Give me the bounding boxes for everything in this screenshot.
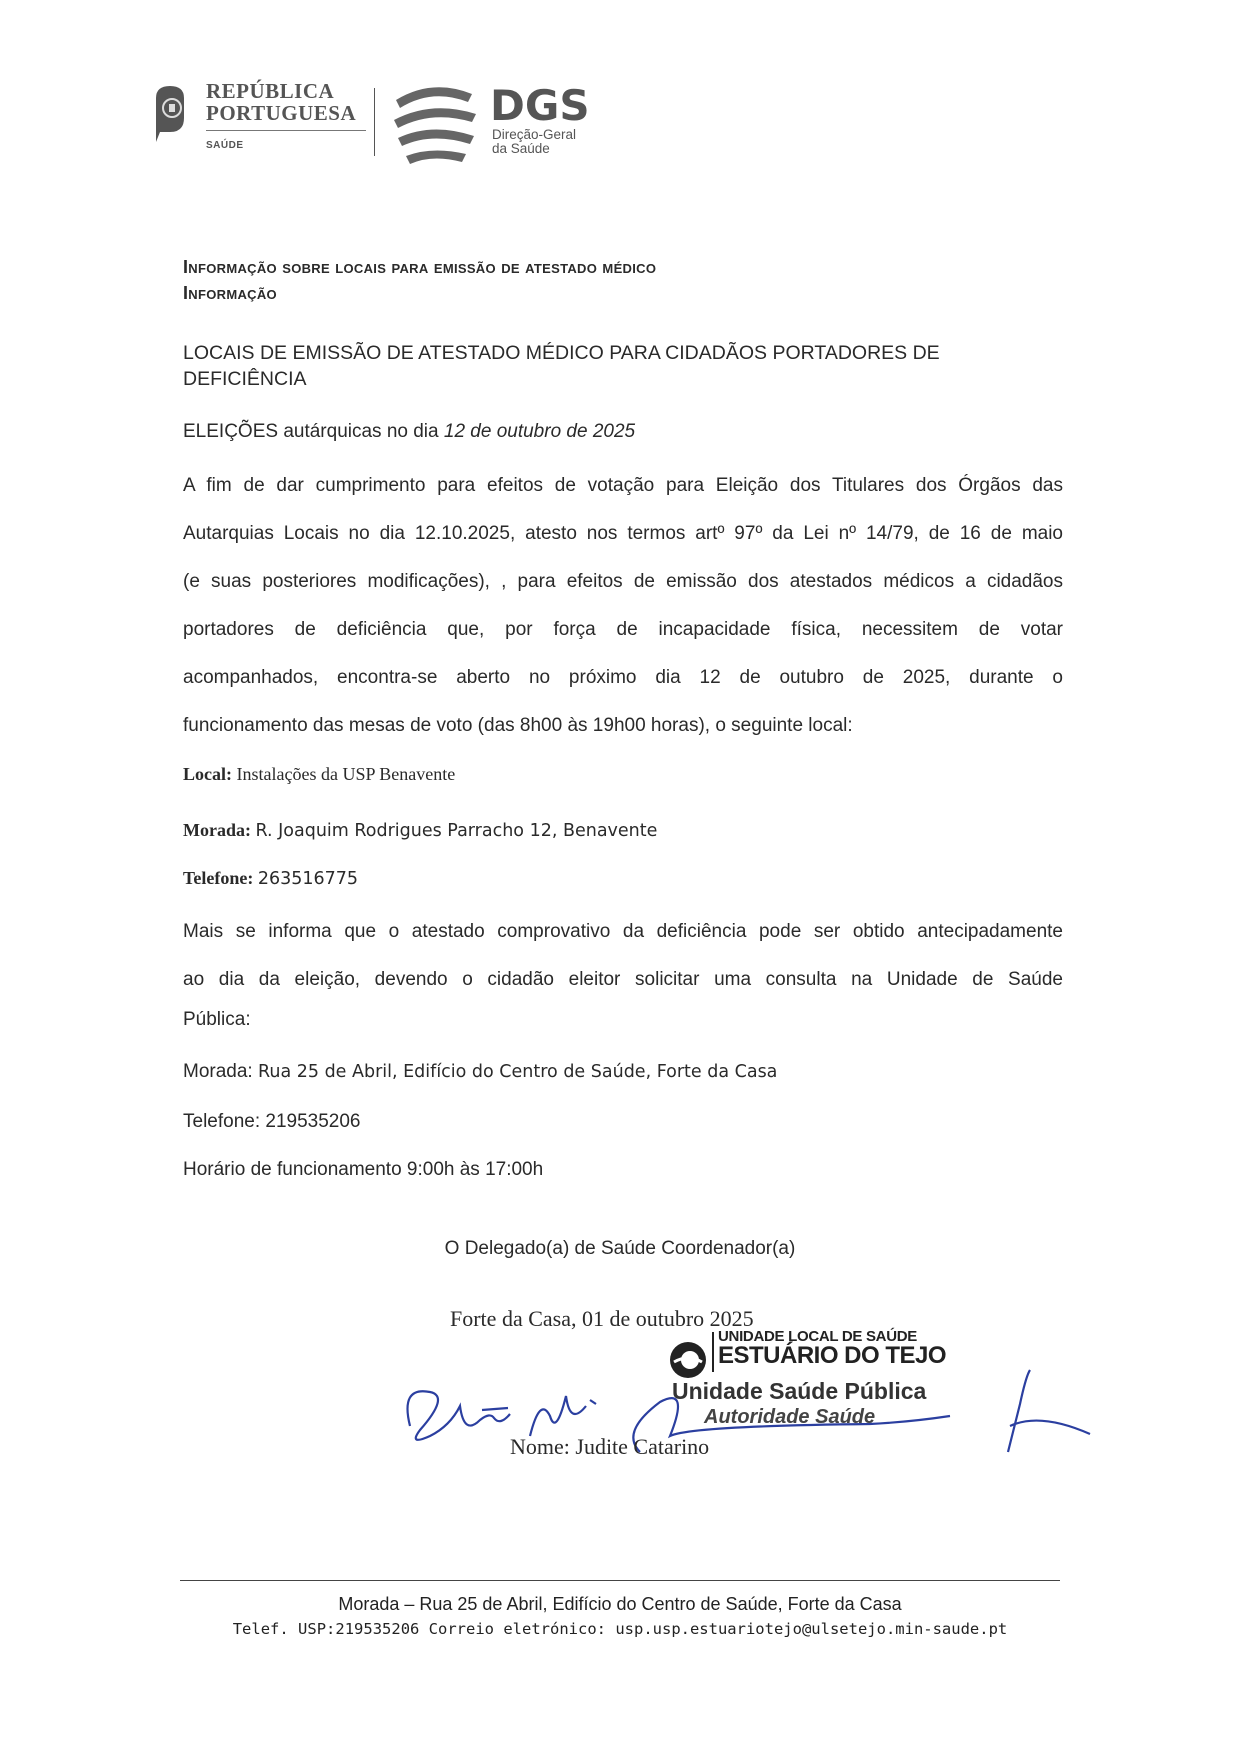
document-title [183, 254, 656, 306]
subtitle-line-1: LOCAIS DE EMISSÃO DE ATESTADO MÉDICO PARA CIDADÃOS PORTADORES DE [183, 342, 940, 364]
morada-label: Morada: [183, 820, 251, 840]
telefone-row [183, 866, 358, 891]
document-subtitle [183, 340, 940, 392]
local-label: Local: [183, 764, 232, 784]
dgs-line2: da Saúde [492, 141, 550, 156]
paragraph-2-line-1: Mais se informa que o atestado comprovativo da deficiência pode ser obtido antecipadamente [183, 921, 1063, 942]
local-value: Instalações da USP Benavente [236, 764, 456, 784]
morada-value: R. Joaquim Rodrigues Parracho 12, Benavente [255, 821, 658, 841]
title-line-2: Informação [183, 283, 277, 303]
paragraph-1-line-5: acompanhados, encontra-se aberto no próximo dia 12 de outubro de 2025, durante o [183, 667, 1063, 688]
paragraph-1-line-2: Autarquias Locais no dia 12.10.2025, atesto nos termos artº 97º da Lei nº 14/79, de 16 de maio [183, 523, 1063, 544]
footer-contacts: Telef. USP:219535206 Correio eletrónico: usp.usp.estuariotejo@ulsetejo.min-saude.pt [232, 1620, 1008, 1638]
dgs-line1: Direção-Geral [492, 127, 577, 142]
paragraph-1-line-6: funcionamento das mesas de voto (das 8h00 às 19h00 horas), o seguinte local: [183, 715, 853, 736]
signatory-role: O Delegado(a) de Saúde Coordenador(a) [444, 1238, 796, 1259]
subtitle-line-2: DEFICIÊNCIA [183, 368, 307, 390]
stamp-line-3: Unidade Saúde Pública [672, 1378, 927, 1404]
handwritten-signature [390, 1356, 1110, 1466]
coat-of-arms-icon [150, 84, 190, 144]
rp-line2: PORTUGUESA [206, 101, 357, 125]
local-row [183, 762, 455, 786]
telefone-value: 263516775 [257, 869, 359, 889]
dgs-acronym: DGS [490, 81, 590, 130]
stamp-line-4: Autoridade Saúde [704, 1406, 876, 1428]
title-line-1: Informação sobre locais para emissão de atestado médico [183, 257, 657, 277]
paragraph-2-line-3: Pública: [183, 1009, 251, 1030]
telefone2: Telefone: 219535206 [183, 1111, 361, 1132]
morada2-row [183, 1060, 777, 1084]
rp-divider [206, 130, 366, 131]
election-date: 12 de outubro de 2025 [443, 421, 636, 442]
morada2-value: Rua 25 de Abril, Edifício do Centro de Saúde, Forte da Casa [257, 1062, 778, 1082]
footer-address: Morada – Rua 25 de Abril, Edifício do Centro de Saúde, Forte da Casa [338, 1594, 902, 1614]
stamp-line-1: UNIDADE LOCAL DE SAÚDE [718, 1328, 917, 1345]
rp-dept: SAÚDE [206, 140, 244, 151]
stamp-line-2: ESTUÁRIO DO TEJO [718, 1342, 947, 1369]
republica-portuguesa-logo [150, 80, 380, 160]
election-line [183, 420, 635, 444]
paragraph-1-line-1: A fim de dar cumprimento para efeitos de votação para Eleição dos Titulares dos Órgãos das [183, 475, 1063, 496]
dgs-logo-block [392, 80, 612, 164]
morada2-label: Morada: [183, 1061, 253, 1082]
place-date: Forte da Casa, 01 de outubro 2025 [450, 1306, 754, 1331]
paragraph-1-line-3: (e suas posteriores modificações), , para efeitos de emissão dos atestados médicos a cidadãos [183, 571, 1063, 592]
election-prefix: ELEIÇÕES autárquicas no dia [183, 421, 444, 442]
telefone-label: Telefone: [183, 868, 254, 888]
rp-line1: REPÚBLICA [206, 79, 335, 103]
horario: Horário de funcionamento 9:00h às 17:00h [183, 1159, 544, 1180]
footer-divider [180, 1580, 1060, 1581]
morada-row [183, 818, 657, 843]
header-divider [374, 88, 375, 156]
signatory-name: Nome: Judite Catarino [510, 1434, 710, 1459]
paragraph-2-line-2: ao dia da eleição, devendo o cidadão eleitor solicitar uma consulta na Unidade de Saúde [183, 969, 1063, 990]
dgs-wave-icon [392, 80, 478, 164]
paragraph-1-line-4: portadores de deficiência que, por força de incapacidade física, necessitem de votar [183, 619, 1063, 640]
